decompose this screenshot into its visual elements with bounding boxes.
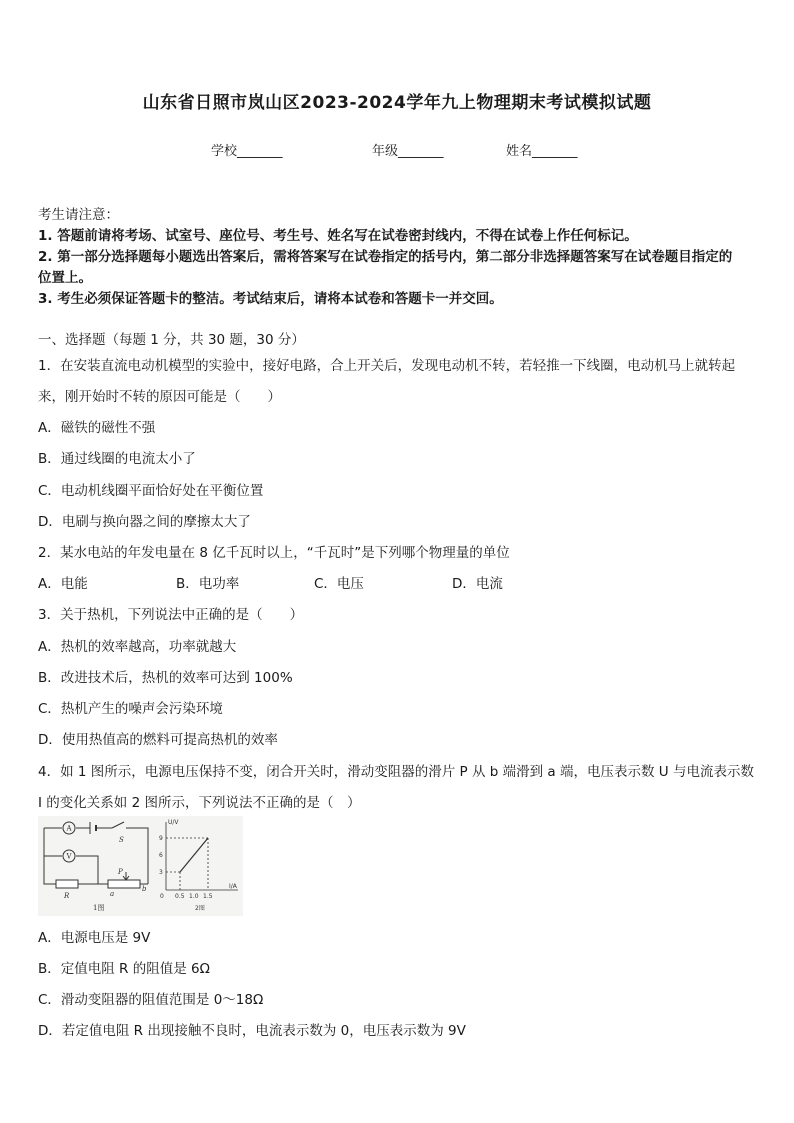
q1-option-c[interactable]: C．电动机线圈平面恰好处在平衡位置	[38, 483, 264, 499]
q3-option-d[interactable]: D．使用热值高的燃料可提高热机的效率	[38, 732, 278, 748]
q1-stem-line1: 1．在安装直流电动机模型的实验中，接好电路，合上开关后，发现电动机不转，若轻推一下线圈，电动机马上就转起	[38, 358, 736, 374]
notice-item-3: 3. 考生必须保证答题卡的整洁。考试结束后，请将本试卷和答题卡一并交回。	[38, 291, 503, 307]
q4-figure	[38, 816, 243, 916]
q1-option-d[interactable]: D．电刷与换向器之间的摩擦太大了	[38, 514, 251, 530]
q3-option-b[interactable]: B．改进技术后，热机的效率可达到 100%	[38, 670, 293, 686]
exam-title: 山东省日照市岚山区2023-2024学年九上物理期末考试模拟试题	[142, 93, 652, 113]
graph-x-label: I/A	[229, 883, 237, 890]
graph-y-tick-6: 6	[159, 852, 163, 859]
graph-x-tick-1-5: 1.5	[203, 893, 213, 900]
name-field[interactable]: 姓名_______	[506, 144, 578, 159]
q2-option-d[interactable]: D．电流	[452, 576, 503, 592]
q2-stem: 2．某水电站的年发电量在 8 亿千瓦时以上，“千瓦时”是下列哪个物理量的单位	[38, 545, 510, 561]
q1-option-b[interactable]: B．通过线圈的电流太小了	[38, 451, 196, 467]
resistor-icon	[56, 880, 78, 888]
figure1-caption: 1图	[93, 904, 105, 912]
graph-x-tick-1-0: 1.0	[189, 893, 199, 900]
graph-x-tick-0-5: 0.5	[175, 893, 185, 900]
q3-stem: 3．关于热机，下列说法中正确的是（ ）	[38, 607, 304, 623]
graph-y-tick-3: 3	[159, 869, 163, 876]
figure2-caption: 2图	[195, 905, 205, 912]
graph-y-label: U/V	[168, 819, 179, 826]
q2-option-a[interactable]: A．电能	[38, 576, 88, 592]
switch-label: S	[119, 836, 124, 844]
q2-option-b[interactable]: B．电功率	[176, 576, 240, 592]
q4-option-a[interactable]: A．电源电压是 9V	[38, 930, 151, 946]
voltmeter-label: V	[66, 852, 72, 861]
q3-option-a[interactable]: A．热机的效率越高，功率就越大	[38, 639, 237, 655]
q4-stem-line2: I 的变化关系如 2 图所示，下列说法不正确的是（ ）	[38, 795, 361, 811]
q4-option-b[interactable]: B．定值电阻 R 的阻值是 6Ω	[38, 961, 210, 977]
q4-figure-svg	[38, 816, 243, 916]
section-heading: 一、选择题（每题 1 分，共 30 题，30 分）	[38, 332, 305, 348]
q3-option-c[interactable]: C．热机产生的噪声会污染环境	[38, 701, 223, 717]
end-a-label: a	[110, 890, 115, 898]
graph-origin: 0	[160, 893, 164, 900]
notice-item-2: 2. 第一部分选择题每小题选出答案后，需将答案写在试卷指定的括号内，第二部分非选择题答案写在试卷题目指定的	[38, 249, 733, 265]
q4-stem-line1: 4．如 1 图所示，电源电压保持不变，闭合开关时，滑动变阻器的滑片 P 从 b 端滑到 a 端，电压表示数 U 与电流表示数	[38, 764, 754, 780]
rheostat-icon	[108, 880, 140, 888]
notice-item-1: 1. 答题前请将考场、试室号、座位号、考生号、姓名写在试卷密封线内，不得在试卷上作任何标记。	[38, 228, 638, 244]
resistor-label: R	[64, 892, 70, 900]
q2-option-c[interactable]: C．电压	[314, 576, 364, 592]
notice-item-2-cont: 位置上。	[38, 270, 92, 286]
q1-stem-line2: 来，刚开始时不转的原因可能是（ ）	[38, 389, 281, 405]
grade-field[interactable]: 年级_______	[372, 144, 444, 159]
end-b-label: b	[142, 885, 147, 893]
slider-label: P	[118, 868, 123, 876]
q4-option-d[interactable]: D．若定值电阻 R 出现接触不良时，电流表示数为 0，电压表示数为 9V	[38, 1023, 466, 1039]
q4-option-c[interactable]: C．滑动变阻器的阻值范围是 0～18Ω	[38, 992, 264, 1008]
q1-option-a[interactable]: A．磁铁的磁性不强	[38, 420, 156, 436]
school-field[interactable]: 学校_______	[211, 144, 283, 159]
notice-heading: 考生请注意：	[38, 207, 119, 223]
graph-y-tick-9: 9	[159, 835, 163, 842]
ammeter-label: A	[66, 824, 72, 833]
